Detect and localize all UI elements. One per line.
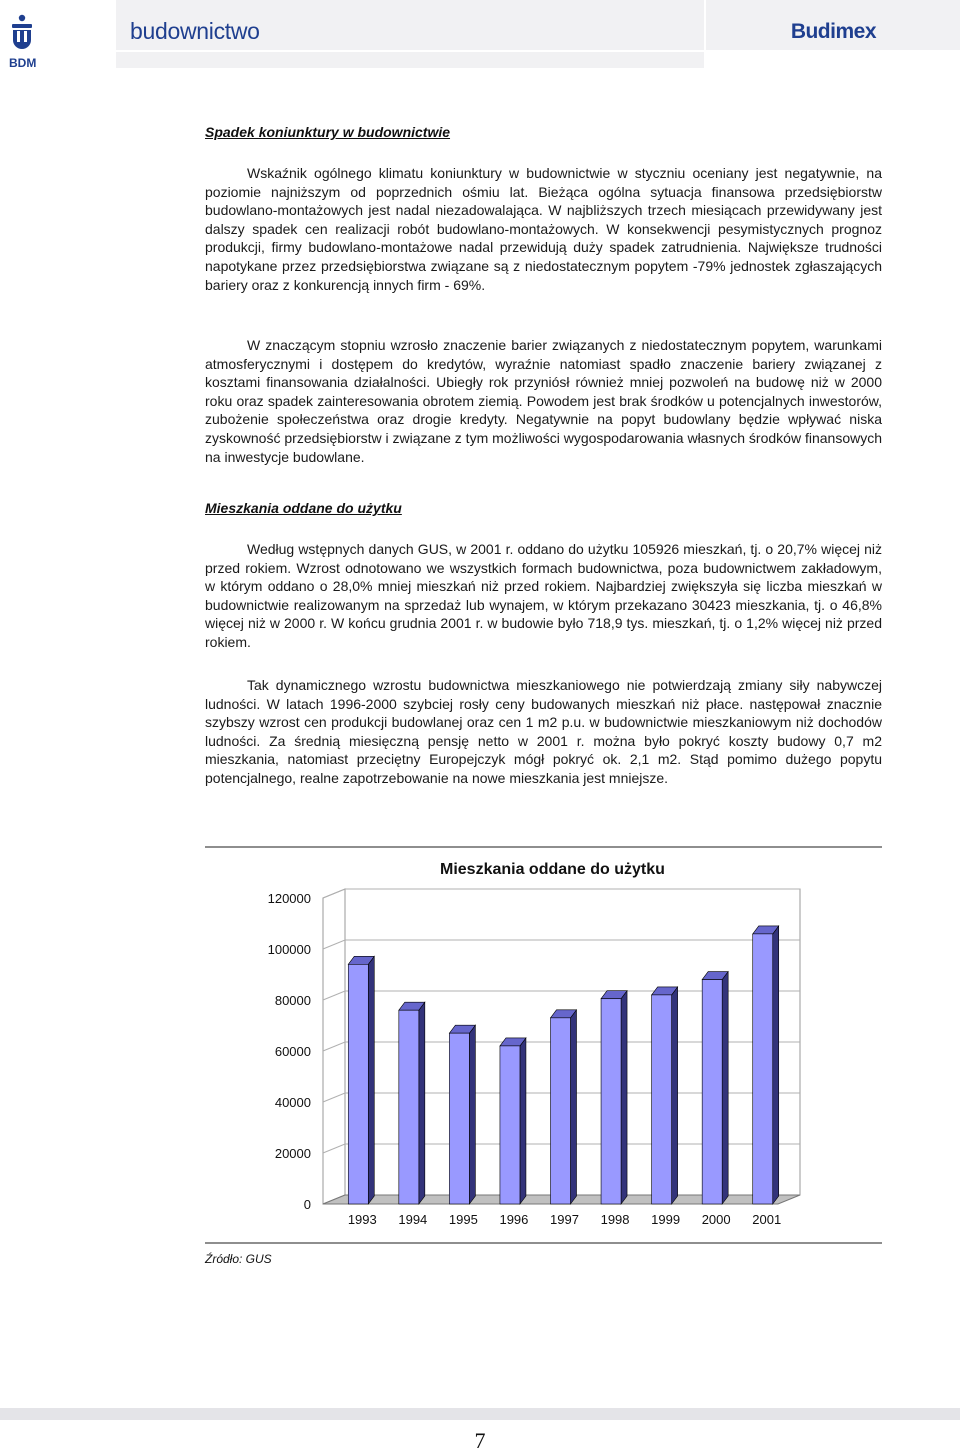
bar-front [500,1046,520,1204]
header-bar-lower [116,52,704,68]
paragraph-text: W znaczącym stopniu wzrosło znaczenie barier związanych z niedostatecznym popytem, warunkami atmosferycznymi i dostępem do kredytów, wyraźnie natomiast spadło znaczenie bariery związanej z kosztami finansowania działalności. Ubiegły rok przyniósł również mniej pozwoleń na budowę niż w 2000 roku oraz spadek zainteresowania obrotem ziemią. Powodem jest brak środków u potencjalnych inwestorów, zubożenie społeczeństwa oraz drogie kredyty. Negatywnie na popyt budowlany będzie wpływać niska zyskowność przedsiębiorstw i związane z tym możliwości wygospodarowania własnych środków finansowych na inwestycje budowlane. [205,337,882,465]
source-note: Źródło: GUS [205,1252,272,1266]
section-title: budownictwo [130,18,260,44]
bar-side [773,926,779,1204]
paragraph-mieszkania-2 [205,676,882,788]
x-tick-label: 1994 [398,1212,428,1227]
bar-side [520,1038,526,1204]
x-tick-label: 2000 [701,1212,731,1227]
paragraph-text: Według wstępnych danych GUS, w 2001 r. oddano do użytku 105926 mieszkań, tj. o 20,7% więcej niż przed rokiem. Wzrost odnotowano we wszystkich formach budownictwa, poza budownictwem zakładowym, w którym oddano o 28,0% mniej mieszkań niż przed rokiem. Najbardziej zwiększyła się liczba mieszkań w budownictwie realizowanym na sprzedaż lub wynajem, w którym przekazano 30423 mieszkania, tj. o 46,8% więcej niż w 2000 r. W końcu grudnia 2001 r. w budowie było 718,9 tys. mieszkań, tj. o 1,2% więcej niż przed rokiem. [205,541,882,650]
bar-2001 [753,926,779,1204]
paragraph-text: Tak dynamicznego wzrostu budownictwa mieszkaniowego nie potwierdzają zmiany siły nabywczej ludności. W latach 1996-2000 szybciej rosły ceny budowanych mieszkań niż płace. następował znacznie szybszy wzrost cen produkcji budowlanej oraz cen 1 m2 p.u. w budownictwie mieszkaniowym niż dochodów ludności. Za średnią miesięczną pensję netto w 2001 r. można było pokryć koszty budowy 0,7 m2 mieszkania, natomiast przeciętny Europejczyk mógł pokryć ok. 2,1 m2. Stąd pomimo dużego popytu potencjalnego, realne zapotrzebowanie na nowe mieszkania jest mniejsze. [205,677,882,786]
bar-1994 [399,1002,425,1204]
x-tick-label: 2001 [752,1212,782,1227]
bar-side [722,972,728,1204]
x-tick-label: 1997 [550,1212,579,1227]
bdm-logo [8,12,48,72]
bar-side [368,956,374,1204]
paragraph-koniunktura-1 [205,164,882,294]
bar-1996 [500,1038,526,1204]
x-tick-label: 1999 [651,1212,681,1227]
x-tick-label: 1996 [499,1212,529,1227]
bar-side [672,987,678,1204]
bar-front [399,1010,419,1204]
y-tick-label: 60000 [274,1044,311,1059]
bar-side [621,991,627,1204]
paragraph-koniunktura-2 [205,336,882,466]
bar-1993 [348,956,374,1204]
chart-top-rule [205,846,882,848]
chart-title: Mieszkania oddane do użytku [440,861,665,878]
y-tick-label: 100000 [267,942,311,957]
bar-front [652,995,672,1204]
x-tick-label: 1993 [347,1212,377,1227]
bar-1999 [652,987,678,1204]
bar-front [753,934,773,1204]
y-tick-label: 20000 [274,1146,311,1161]
bar-1995 [449,1025,475,1204]
footer-bar [0,1408,960,1420]
bar-chart [205,850,882,1245]
x-tick-label: 1995 [448,1212,478,1227]
bar-1998 [601,991,627,1204]
bar-2000 [702,972,728,1204]
y-tick-label: 120000 [267,891,311,906]
logo-wordmark: BDM [9,56,37,70]
paragraph-mieszkania-1 [205,540,882,652]
bar-front [449,1033,469,1204]
bar-side [571,1010,577,1204]
bar-front [348,964,368,1204]
page-number: 7 [474,1428,486,1453]
x-tick-label: 1998 [600,1212,630,1227]
y-tick-label: 80000 [274,993,311,1008]
bar-front [601,999,621,1204]
y-tick-label: 40000 [274,1095,311,1110]
brand-name: Budimex [790,20,876,43]
heading-mieszkania: Mieszkania oddane do użytku [205,500,402,516]
bar-side [469,1025,475,1204]
bar-front [702,980,722,1204]
y-tick-label: 0 [303,1197,311,1212]
bar-front [551,1018,571,1204]
chart-bottom-rule [205,1242,882,1244]
bar-1997 [551,1010,577,1204]
paragraph-text: Wskaźnik ogólnego klimatu koniunktury w budownictwie w styczniu oceniany jest negatywnie, na poziomie najniższym od poprzednich ośmiu lat. Bieżąca ogólna sytuacja finansowa przedsiębiorstw budowlano-montażowych jest nadal niezadowalająca. W najbliższych trzech miesiącach przewidywany jest dalszy spadek cen realizacji robót budowlano-montażowych. W konsekwencji pesymistycznych prognoz produkcji, firmy budowlano-montażowe nadal przewidują duży spadek zatrudnienia. Największe trudności napotykane przez przedsiębiorstwa związane są z niedostatecznym popytem -79% jednostek zgłaszających bariery oraz z konkurencją innych firm - 69%. [205,165,882,293]
heading-spadek-koniunktury: Spadek koniunktury w budownictwie [205,124,451,140]
bar-side [419,1002,425,1204]
